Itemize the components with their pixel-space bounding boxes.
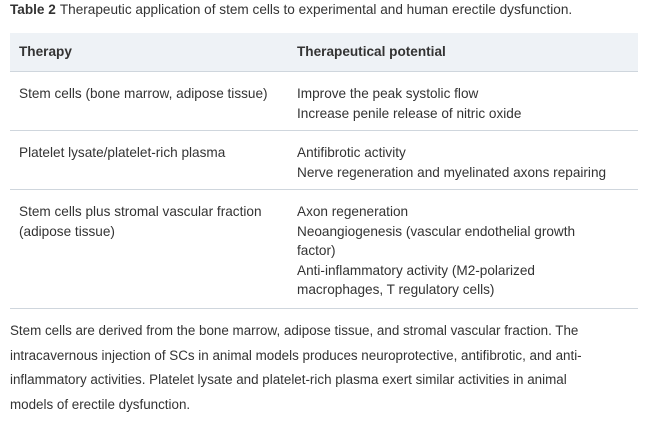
table-header-row <box>10 33 638 72</box>
therapy-text: Stem cells (bone marrow, adipose tissue) <box>19 86 268 101</box>
therapy-cell <box>19 202 287 241</box>
therapy-cell <box>19 84 287 104</box>
footnote-line: Stem cells are derived from the bone marrow, adipose tissue, and stromal vascular fraction. The <box>10 323 579 338</box>
table-caption-label: Table 2 <box>10 2 56 17</box>
table-row <box>10 72 638 131</box>
potential-text: Increase penile release of nitric oxide <box>297 105 522 121</box>
table-footnote <box>10 319 630 417</box>
therapy-table <box>10 33 638 309</box>
therapy-text: Stem cells plus stromal vascular fraction <box>19 204 262 219</box>
therapy-text: (adipose tissue) <box>19 223 115 239</box>
header-therapy: Therapy <box>19 44 72 59</box>
potential-text: Improve the peak systolic flow <box>297 86 479 101</box>
header-therapeutical-potential: Therapeutical potential <box>297 44 446 59</box>
potential-text: factor) <box>297 243 336 258</box>
table-caption-text: Therapeutic application of stem cells to experimental and human erectile dysfunction. <box>59 2 573 17</box>
therapy-cell <box>19 143 287 163</box>
table-caption <box>10 1 572 19</box>
potential-text: macrophages, T regulatory cells) <box>297 282 495 297</box>
table-row <box>10 131 638 190</box>
potential-cell <box>297 143 633 182</box>
footnote-line: inflammatory activities. Platelet lysate and platelet-rich plasma exert similar activities in animal <box>10 372 567 387</box>
footnote-line: intracavernous injection of SCs in animal models produces neuroprotective, antifibrotic, and anti- <box>10 347 582 363</box>
potential-cell <box>297 202 633 300</box>
potential-cell <box>297 84 633 123</box>
footnote-line: models of erectile dysfunction. <box>10 396 191 412</box>
potential-text: Axon regeneration <box>297 204 409 219</box>
potential-text: Antifibrotic activity <box>297 145 406 160</box>
potential-text: Anti-inflammatory activity (M2-polarized <box>297 262 535 278</box>
potential-text: Nerve regeneration and myelinated axons repairing <box>297 164 607 180</box>
therapy-text: Platelet lysate/platelet-rich plasma <box>19 145 226 160</box>
table-row <box>10 190 638 309</box>
potential-text: Neoangiogenesis (vascular endothelial growth <box>297 223 576 239</box>
